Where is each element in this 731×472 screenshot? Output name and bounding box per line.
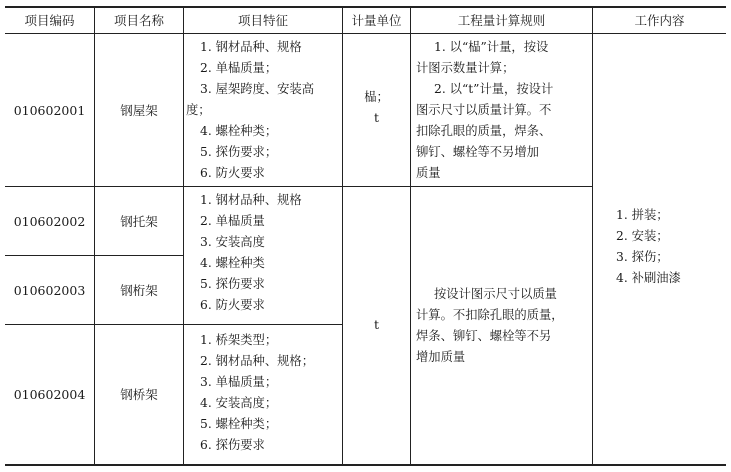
rows23-feature-2: 2. 单榀质量 xyxy=(200,214,265,228)
rows23-feature-3: 3. 安装高度 xyxy=(200,235,265,249)
row1-features xyxy=(186,37,340,184)
row4-feature-5: 5. 螺栓种类； xyxy=(200,417,278,431)
rows23-features xyxy=(186,190,340,316)
row1-feature-2: 2. 单榀质量； xyxy=(200,61,278,75)
row4-features xyxy=(186,330,340,456)
work-item-3: 3. 探伤； xyxy=(616,250,669,264)
header-name: 项目名称 xyxy=(113,12,164,28)
row1-unit-1: 榀； xyxy=(364,90,389,104)
row1-rule xyxy=(416,37,588,184)
rows234-rule-line-1: 按设计图示尺寸以质量 xyxy=(434,287,557,301)
rows234-rule-line-3: 焊条、铆钉、螺栓等不另 xyxy=(416,329,552,343)
table-bottom-rule xyxy=(5,464,726,466)
row4-feature-4: 4. 安装高度； xyxy=(200,396,278,410)
row4-feature-1: 1. 桥架类型； xyxy=(200,333,278,347)
col-divider-5 xyxy=(592,6,593,465)
rows234-unit: t xyxy=(373,316,380,332)
row3-code: 010602003 xyxy=(13,282,86,298)
rows23-feature-5: 5. 探伤要求 xyxy=(200,277,265,291)
rows23-feature-4: 4. 螺栓种类 xyxy=(200,256,265,270)
rows23-feature-1: 1. 钢材品种、规格 xyxy=(200,193,302,207)
row1-code: 010602001 xyxy=(13,102,86,118)
row1-feature-4: 4. 螺栓种类； xyxy=(200,124,278,138)
col-divider-2 xyxy=(183,6,184,465)
row4-feature-3: 3. 单榀质量； xyxy=(200,375,278,389)
row4-feature-2: 2. 钢材品种、规格； xyxy=(200,354,315,368)
row1-rule-line-2: 计图示数量计算； xyxy=(416,61,515,75)
header-work: 工作内容 xyxy=(634,12,685,28)
row4-name: 钢桥架 xyxy=(120,387,158,402)
row1-rule-line-6: 铆钉、螺栓等不另增加 xyxy=(416,145,539,159)
row4-code: 010602004 xyxy=(13,387,86,402)
row1-feature-1: 1. 钢材品种、规格 xyxy=(200,40,302,54)
row1-rule-line-3: 2. 以“t”计量，按设计 xyxy=(434,82,554,96)
row1-units xyxy=(343,87,410,129)
rows234-rule-line-2: 计算。不扣除孔眼的质量， xyxy=(416,308,564,322)
work-content xyxy=(616,205,724,289)
row1-feature-3-cont: 度； xyxy=(186,103,211,117)
row1-rule-line-5: 扣除孔眼的质量，焊条、 xyxy=(416,124,552,138)
row1-rule-col5 xyxy=(410,186,592,187)
header-code: 项目编码 xyxy=(24,12,75,28)
work-item-4: 4. 补刷油漆 xyxy=(616,271,681,285)
row1-name: 钢屋架 xyxy=(120,102,158,118)
row1-feature-5: 5. 探伤要求； xyxy=(200,145,278,159)
work-item-1: 1. 拼装； xyxy=(616,208,669,222)
header-rule: 工程量计算规则 xyxy=(457,12,546,28)
row4-feature-6: 6. 探伤要求 xyxy=(200,438,265,452)
row1-rule-line-1: 1. 以“榀”计量，按设 xyxy=(434,40,549,54)
row1-rule-line-7: 质量 xyxy=(416,166,441,180)
rows234-rule-line-4: 增加质量 xyxy=(416,350,466,364)
col-divider-3 xyxy=(342,6,343,465)
row1-rule-line-4: 图示尺寸以质量计算。不 xyxy=(416,103,552,117)
row1-unit-2: t xyxy=(374,111,379,125)
row2-name: 钢托架 xyxy=(120,213,158,229)
row3-name: 钢桁架 xyxy=(120,282,158,298)
header-features: 项目特征 xyxy=(237,12,288,28)
header-unit: 计量单位 xyxy=(351,12,402,28)
rows234-rule xyxy=(416,284,588,368)
work-item-2: 2. 安装； xyxy=(616,229,669,243)
rows23-feature-6: 6. 防火要求 xyxy=(200,298,265,312)
row2-code: 010602002 xyxy=(13,213,86,229)
col-divider-4 xyxy=(410,6,411,465)
row1-feature-3: 3. 屋架跨度、安装高 xyxy=(200,82,315,96)
row1-feature-6: 6. 防火要求 xyxy=(200,166,265,180)
